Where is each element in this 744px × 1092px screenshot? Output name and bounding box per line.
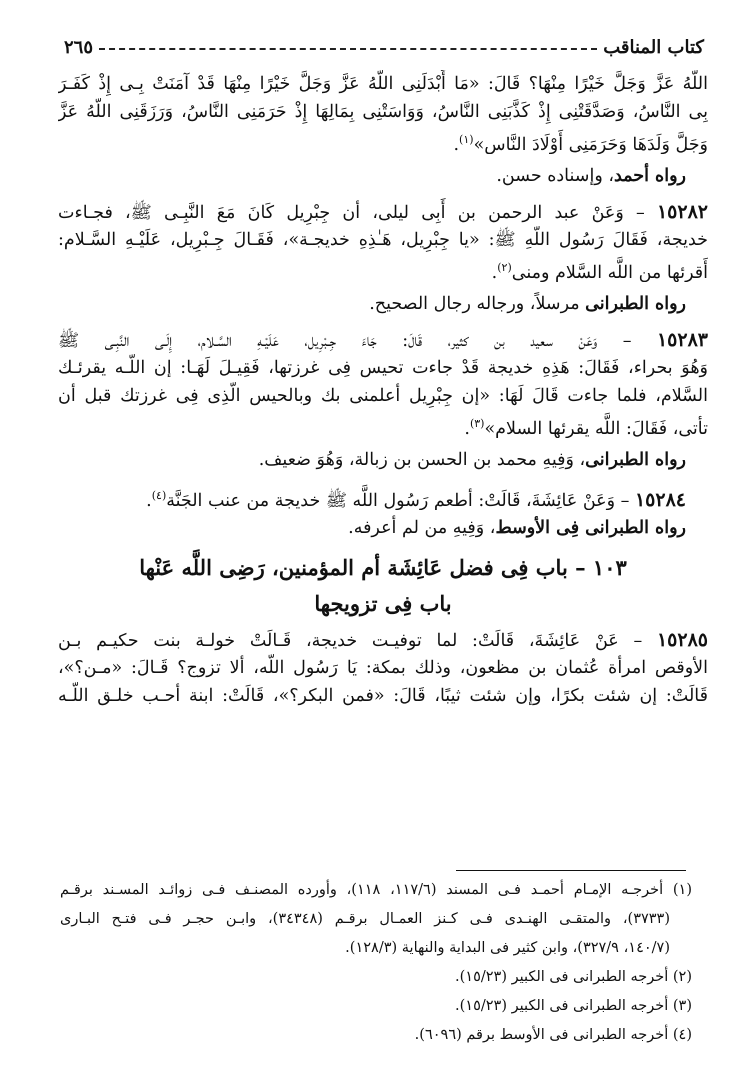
- attribution-source: رواه الطبرانى فِى الأوسط: [495, 518, 686, 538]
- hadith-number: ١٥٢٨٤: [634, 488, 686, 510]
- footnote-ref[interactable]: (٣): [469, 417, 485, 430]
- chapter-subheading: باب فِى تزويجها: [314, 591, 452, 616]
- hadith-15283: [58, 326, 708, 438]
- text-line: أَقرئها من اللَّه السَّلام ومنى$^{(٢)}$.: [491, 261, 708, 282]
- footnote-ref[interactable]: (١): [459, 133, 474, 146]
- page-number: ٢٦٥: [64, 36, 94, 58]
- text-line: بِى النَّاسُ، وَصَدَّقَتْنِى إِذْ كَذَّبَنِى النَّاسُ، وَوَاسَتْنِى بِمَالِهَا إِذْ حَرَمَنِى النَّاسُ، وَرَزَقَنِى اللَّهُ عَزَّ: [58, 102, 708, 122]
- attribution: رواه الطبرانى، وَفِيهِ محمد بن الحسن بن زبالة، وَهُوَ ضعيف.: [258, 450, 686, 470]
- text-line: وَجَلَّ وَلَدَهَا وَحَرَمَنِى أَوْلَادَ النَّاسِ»$^{(١)}$.: [453, 133, 708, 154]
- footnote-separator: [456, 870, 686, 871]
- continuation-paragraph: [58, 70, 708, 154]
- attribution: رواه الطبرانى فِى الأوسط، وَفِيهِ من لم أعرفه.: [348, 518, 686, 538]
- text-line: السَّلام، فلما جاءت قَالَ لَهَا: «إن جِبْرِيل أعلمنى بك وبالحيس الَّذِى فِى غرزتك قبل أن: [58, 386, 708, 406]
- footnote-1: (١) أخرجـه الإمـام أحمـد فـى المسند (١١٧/٦، ١١٨)، وأورده المصنـف فـى زوائـد المسـند برقـم: [60, 882, 692, 898]
- text-line: خديجة، فَقَالَ رَسُول اللَّهِ ﷺ: «يا جِبْرِيل، هَـٰذِهِ خديجـة»، فَقَـالَ جِـبْرِيل، عَلَيْـهِ السَّـلام:: [58, 230, 708, 250]
- main-text: [58, 70, 708, 718]
- hadith-15282: [58, 198, 708, 282]
- hadith-15284: [58, 482, 708, 510]
- chapter-heading: ١٠٣ – باب فِى فضل عَائِشَة أم المؤمنين، رَضِى اللَّه عَنْها: [139, 555, 627, 580]
- attribution-source: رواه الطبرانى: [585, 450, 686, 470]
- text-line: الأوقص امرأة عُثمان بن مظعون، وذلك بمكة: يَا رَسُول اللَّه، ألا تزوج؟ قَـالَ: «مـن؟»،: [58, 658, 708, 678]
- footnotes: [60, 876, 692, 1050]
- text-line: ١٥٢٨٥ – عَنْ عَائِشَةَ، قَالَتْ: لما توفيـت خديجة، قَـالَتْ خولـة بنت حكيـم بـن: [58, 629, 708, 651]
- attribution: رواه الطبرانى مرسلاً، ورجاله رجال الصحيح.: [369, 294, 686, 314]
- attribution: رواه أحمد، وإسناده حسن.: [496, 166, 686, 186]
- text-line: اللَّهُ عَزَّ وَجَلَّ خَيْرًا مِنْهَا؟ قَالَ: «مَا أَبْدَلَنِى اللَّهُ عَزَّ وَجَلَّ خَيْرًا مِنْهَا قَدْ آمَنَتْ بِـى إِذْ كَفَـرَ: [58, 74, 708, 94]
- footnote-4: (٤) أخرجه الطبرانى فى الأوسط برقم (٦٠٩٦).: [414, 1027, 692, 1043]
- footnote-2: (٢) أخرجه الطبرانى فى الكبير (١٥/٢٣).: [455, 969, 692, 985]
- book-title: كتاب المناقب: [603, 36, 704, 58]
- footnote-1-cont: (١٤٠/٧، ٣٢٧/٩)، وابن كثير فى البداية والنهاية (١٢٨/٣).: [345, 940, 670, 956]
- hadith-number: ١٥٢٨٥: [656, 629, 708, 651]
- text-line: تأتى، فَقَالَ: اللَّه يقرئها السلام»$^{(٣)}$.: [464, 417, 708, 438]
- attribution-source: رواه الطبرانى: [585, 294, 686, 314]
- text-line: ١٥٢٨٤ – وَعَنْ عَائِشَةَ، قَالَتْ: أطعم رَسُول اللَّه ﷺ خديجة من عنب الجَنَّة$^{(٤)}$.: [146, 488, 686, 510]
- text-line: قَالَتْ: إن شئت بكرًا، وإن شئت ثيبًا، قَالَ: «فمن البكر؟»، قَالَتْ: ابنة أحـب خلـق اللَّـه: [58, 686, 708, 706]
- hadith-15285: [58, 626, 708, 710]
- hadith-number: ١٥٢٨٣: [656, 329, 708, 351]
- text-line: ١٥٢٨٣ – وَعَنْ سعيد بن كثير، قَالَ: جَاءَ جِـبْرِيل، عَلَيْـهِ السَّـلام، إِلَـى النَّبِـى ﷺ: [58, 329, 708, 351]
- running-header: [64, 34, 704, 60]
- footnote-ref[interactable]: (٤): [151, 489, 167, 502]
- footnote-1-cont: (٣٧٣٣)، والمتقـى الهنـدى فـى كـنز العمـال برقـم (٣٤٣٤٨)، وابـن حجـر فـى فتـح البـارى: [60, 911, 671, 927]
- hadith-number: ١٥٢٨٢: [656, 201, 708, 223]
- header-dash-rule: [99, 48, 597, 50]
- text-line: ١٥٢٨٢ – وَعَنْ عبد الرحمن بن أَبِى ليلى، أن جِبْرِيل كَانَ مَعَ النَّبِـى ﷺ، فجـاءت: [58, 201, 708, 223]
- text-line: وَهُوَ بحراء، فَقَالَ: هَذِهِ خديجة قَدْ جاءت تحيس فِى غرزتها، فَقِيـلَ لَهَـا: إن اللَّـه يقرئـك: [58, 358, 708, 378]
- footnote-ref[interactable]: (٢): [497, 261, 512, 274]
- footnote-3: (٣) أخرجه الطبرانى فى الكبير (١٥/٢٣).: [455, 998, 692, 1014]
- attribution-source: رواه أحمد: [613, 166, 686, 186]
